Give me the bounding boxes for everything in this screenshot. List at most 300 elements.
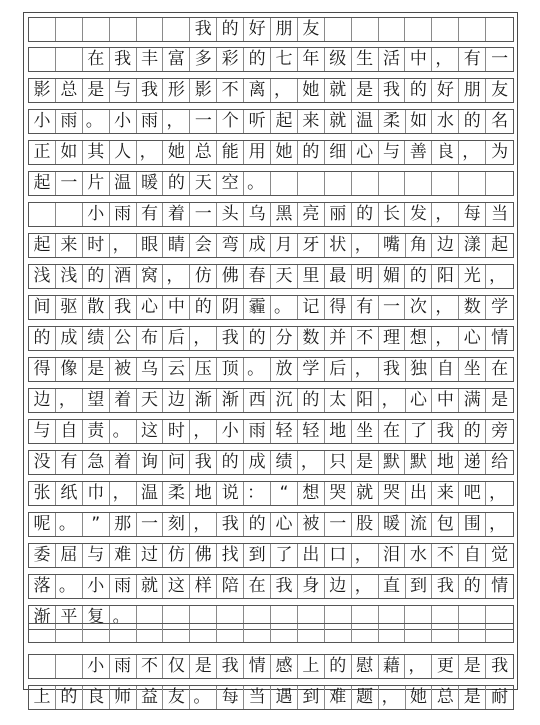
grid-cell: 学 <box>491 297 509 317</box>
grid-cell: 多 <box>190 48 217 71</box>
grid-cell: 丽 <box>325 203 352 226</box>
grid-cell: 时 <box>163 420 190 443</box>
grid-cell <box>379 172 406 195</box>
grid-cell: 水 <box>405 544 432 567</box>
grid-cell: 分 <box>271 327 298 350</box>
grid-cell <box>405 624 432 642</box>
grid-cell: ， <box>352 358 379 381</box>
grid-cell: 离 <box>244 79 271 102</box>
grid-row <box>28 574 514 599</box>
grid-cell: 不 <box>352 327 379 350</box>
grid-cell: 望 <box>83 389 110 412</box>
grid-cell: 天 <box>190 172 217 195</box>
grid-cell: 总 <box>190 141 217 164</box>
grid-cell: 的 <box>83 265 110 288</box>
grid-cell: 的 <box>459 575 486 598</box>
grid-cell: 嘴 <box>379 234 406 257</box>
grid-cell: 。 <box>244 172 271 195</box>
grid-cell: 绩 <box>271 451 298 474</box>
grid-cell: 一 <box>379 296 406 319</box>
grid-cell: 绩 <box>83 327 110 350</box>
grid-cell: 后 <box>325 358 352 381</box>
grid-cell: 旁 <box>491 421 509 441</box>
grid-cell: 边 <box>325 575 352 598</box>
grid-cell: 起 <box>491 235 509 255</box>
grid-row <box>28 17 514 42</box>
grid-cell: 想 <box>298 482 325 505</box>
grid-cell: 哭 <box>379 482 406 505</box>
grid-cell: 成 <box>56 327 83 350</box>
grid-cell: 与 <box>83 544 110 567</box>
grid-row <box>28 78 514 103</box>
grid-cell: 想 <box>405 327 432 350</box>
grid-cell: 正 <box>29 141 56 164</box>
grid-cell <box>405 18 432 41</box>
grid-cell: 刻 <box>163 513 190 536</box>
grid-cell: 起 <box>29 172 56 195</box>
grid-cell: ， <box>432 48 459 71</box>
grid-cell: 头 <box>217 203 244 226</box>
grid-cell: 心 <box>406 389 433 412</box>
grid-cell: 流 <box>406 513 433 536</box>
grid-cell: ， <box>137 141 164 164</box>
grid-cell: 慰 <box>352 655 379 678</box>
grid-cell: 最 <box>325 265 352 288</box>
grid-row <box>28 512 514 537</box>
grid-cell: 。 <box>244 358 271 381</box>
grid-cell <box>163 624 190 642</box>
grid-cell: 得 <box>29 358 56 381</box>
grid-cell: 浅 <box>29 265 56 288</box>
grid-row <box>28 419 514 444</box>
grid-cell: 数 <box>459 296 486 319</box>
grid-cell: 与 <box>110 79 137 102</box>
grid-cell: 独 <box>406 358 433 381</box>
grid-cell: ， <box>379 389 406 412</box>
grid-cell: 小 <box>83 575 110 598</box>
grid-cell: 着 <box>163 203 190 226</box>
grid-cell: 为 <box>491 142 509 162</box>
grid-cell: 天 <box>271 265 298 288</box>
grid-cell: 弯 <box>217 234 244 257</box>
grid-cell: 西 <box>244 389 271 412</box>
grid-cell: 我 <box>110 296 137 319</box>
grid-cell: 我 <box>432 575 459 598</box>
grid-cell: 小 <box>217 420 244 443</box>
grid-cell: 如 <box>406 110 433 133</box>
grid-cell: 来 <box>298 110 325 133</box>
grid-cell: 感 <box>271 655 298 678</box>
grid-cell: 明 <box>352 265 379 288</box>
grid-cell: 巾 <box>83 482 110 505</box>
grid-cell <box>405 172 432 195</box>
grid-cell <box>163 18 190 41</box>
grid-cell: 与 <box>29 420 56 443</box>
grid-cell: 细 <box>325 141 352 164</box>
grid-cell: 来 <box>432 482 459 505</box>
grid-cell: 找 <box>217 544 244 567</box>
grid-cell: 暖 <box>379 513 406 536</box>
grid-cell <box>56 18 83 41</box>
grid-cell: 眼 <box>137 234 164 257</box>
grid-cell: 的 <box>352 203 379 226</box>
grid-cell: ， <box>432 203 459 226</box>
grid-cell: 张 <box>29 482 56 505</box>
grid-cell: 的 <box>298 141 325 164</box>
grid-cell: 她 <box>406 686 433 709</box>
grid-cell: 佛 <box>190 544 217 567</box>
grid-cell: 温 <box>110 172 137 195</box>
grid-cell: 出 <box>298 544 325 567</box>
grid-cell: ， <box>379 686 406 709</box>
grid-cell: 地 <box>432 451 459 474</box>
grid-cell: ， <box>432 327 459 350</box>
grid-cell: 觉 <box>491 545 509 565</box>
grid-cell: 有 <box>459 48 486 71</box>
grid-cell: ， <box>298 451 325 474</box>
grid-cell: 她 <box>298 79 325 102</box>
grid-cell <box>379 624 406 642</box>
grid-cell: 就 <box>325 79 352 102</box>
grid-cell: 并 <box>325 327 352 350</box>
grid-cell: 温 <box>352 110 379 133</box>
grid-cell: 时 <box>83 234 110 257</box>
grid-cell: 心 <box>459 327 486 350</box>
grid-cell: 空 <box>217 172 244 195</box>
grid-cell: 地 <box>190 482 217 505</box>
grid-cell: 是 <box>83 358 110 381</box>
grid-cell <box>298 624 325 642</box>
grid-cell: 被 <box>298 513 325 536</box>
grid-cell: 轻 <box>298 420 325 443</box>
grid-cell: ” <box>83 513 110 536</box>
grid-cell: 包 <box>432 513 459 536</box>
grid-cell: 富 <box>163 48 190 71</box>
grid-cell: 来 <box>56 234 83 257</box>
grid-cell: 听 <box>244 110 271 133</box>
grid-cell: ， <box>352 575 379 598</box>
grid-cell: 满 <box>459 389 486 412</box>
grid-cell: 彩 <box>217 48 244 71</box>
grid-cell: 。 <box>56 575 83 598</box>
grid-cell: ， <box>163 110 190 133</box>
grid-cell: 活 <box>379 48 406 71</box>
grid-cell: 给 <box>491 452 509 472</box>
grid-cell <box>29 655 56 678</box>
grid-cell: 。 <box>110 606 137 629</box>
grid-cell <box>271 624 298 642</box>
grid-cell: 师 <box>110 686 137 709</box>
grid-cell: 我 <box>190 18 217 41</box>
grid-cell: 友 <box>163 686 190 709</box>
grid-cell: 上 <box>298 655 325 678</box>
grid-cell: 题 <box>352 686 379 709</box>
grid-cell <box>432 18 459 41</box>
grid-cell: 有 <box>352 296 379 319</box>
grid-cell: 我 <box>217 513 244 536</box>
grid-cell: 佛 <box>217 265 244 288</box>
grid-cell <box>137 18 164 41</box>
grid-cell: 好 <box>432 79 459 102</box>
grid-cell: 在 <box>83 48 110 71</box>
grid-cell: 雨 <box>137 110 164 133</box>
grid-cell: 。 <box>271 296 298 319</box>
grid-cell: 。 <box>56 513 83 536</box>
grid-row <box>28 481 514 506</box>
grid-cell: 的 <box>405 265 432 288</box>
grid-cell: 就 <box>137 575 164 598</box>
grid-cell: 人 <box>110 141 137 164</box>
grid-cell: 遇 <box>271 686 298 709</box>
grid-cell: 直 <box>379 575 406 598</box>
grid-cell: 是 <box>459 655 486 678</box>
grid-cell: 情 <box>491 576 509 596</box>
grid-cell: 中 <box>405 48 432 71</box>
grid-cell: ， <box>489 266 507 286</box>
grid-cell: 公 <box>110 327 137 350</box>
grid-cell: 后 <box>163 327 190 350</box>
grid-cell: 没 <box>29 451 56 474</box>
grid-cell: 友 <box>491 80 509 100</box>
grid-cell: 复 <box>83 606 110 629</box>
grid-cell: 我 <box>110 48 137 71</box>
grid-cell: 益 <box>137 686 164 709</box>
grid-cell: 媚 <box>379 265 406 288</box>
grid-cell <box>486 172 513 195</box>
grid-cell: 春 <box>244 265 271 288</box>
grid-cell: 影 <box>29 79 56 102</box>
grid-cell: ， <box>110 482 137 505</box>
grid-cell <box>56 655 83 678</box>
grid-cell: 雨 <box>110 203 137 226</box>
grid-cell: 良 <box>432 141 459 164</box>
grid-cell: 善 <box>405 141 432 164</box>
grid-cell: 陪 <box>217 575 244 598</box>
grid-cell: ， <box>432 296 459 319</box>
grid-cell: 着 <box>110 389 137 412</box>
grid-cell: 影 <box>190 79 217 102</box>
grid-cell: 说 <box>217 482 244 505</box>
grid-cell: 询 <box>137 451 164 474</box>
grid-cell: 生 <box>352 48 379 71</box>
grid-cell: 朋 <box>271 18 298 41</box>
grid-cell: 会 <box>190 234 217 257</box>
grid-row <box>28 140 514 165</box>
grid-cell: 总 <box>432 686 459 709</box>
grid-cell <box>29 18 56 41</box>
grid-cell <box>325 172 352 195</box>
grid-cell: 暖 <box>137 172 164 195</box>
grid-cell: 温 <box>137 482 164 505</box>
grid-cell: ， <box>352 234 379 257</box>
grid-row <box>28 654 514 679</box>
grid-cell <box>352 624 379 642</box>
grid-cell: 。 <box>190 686 217 709</box>
grid-cell: 一 <box>325 513 352 536</box>
grid-cell: ， <box>489 514 507 534</box>
grid-cell: 我 <box>271 575 298 598</box>
grid-cell: 泪 <box>379 544 406 567</box>
grid-cell: 着 <box>110 451 137 474</box>
grid-cell: 样 <box>190 575 217 598</box>
grid-cell: 雨 <box>110 575 137 598</box>
grid-cell: ， <box>489 483 507 503</box>
grid-cell: 每 <box>459 203 486 226</box>
grid-row <box>28 685 514 710</box>
grid-cell: 有 <box>137 203 164 226</box>
grid-cell: 渐 <box>29 606 56 629</box>
grid-cell: 一 <box>491 49 509 69</box>
grid-cell <box>83 18 110 41</box>
grid-cell: 级 <box>325 48 352 71</box>
grid-row <box>28 357 514 382</box>
grid-cell: 太 <box>325 389 352 412</box>
grid-cell: 的 <box>217 18 244 41</box>
grid-cell: 的 <box>190 296 217 319</box>
grid-cell: 我 <box>137 79 164 102</box>
grid-cell: 是 <box>459 686 486 709</box>
grid-cell: 落 <box>29 575 56 598</box>
grid-cell: 不 <box>432 544 459 567</box>
grid-cell: 。 <box>110 420 137 443</box>
grid-cell: 责 <box>83 420 110 443</box>
grid-cell: 到 <box>244 544 271 567</box>
grid-cell: 有 <box>56 451 83 474</box>
grid-cell: 只 <box>325 451 352 474</box>
grid-cell <box>29 624 56 642</box>
grid-cell: ， <box>352 544 379 567</box>
grid-cell: 自 <box>459 544 486 567</box>
grid-cell: 阴 <box>217 296 244 319</box>
grid-cell: 乌 <box>244 203 271 226</box>
grid-cell: 这 <box>163 575 190 598</box>
grid-cell: 用 <box>244 141 271 164</box>
grid-cell: 的 <box>459 110 486 133</box>
grid-cell: 中 <box>163 296 190 319</box>
grid-cell: 的 <box>163 172 190 195</box>
grid-cell: 。 <box>83 110 110 133</box>
grid-cell: 她 <box>271 141 298 164</box>
grid-cell <box>29 48 56 71</box>
grid-cell: ， <box>190 513 217 536</box>
grid-cell: ， <box>190 327 217 350</box>
grid-row <box>28 233 514 258</box>
grid-cell: 天 <box>137 389 164 412</box>
grid-cell: 牙 <box>298 234 325 257</box>
grid-cell: 与 <box>379 141 406 164</box>
grid-cell: 的 <box>29 327 56 350</box>
grid-cell: 在 <box>491 359 509 379</box>
grid-cell: 霾 <box>244 296 271 319</box>
grid-cell: 递 <box>459 451 486 474</box>
grid-cell: 我 <box>379 358 406 381</box>
grid-cell: 边 <box>29 389 56 412</box>
grid-cell: 窝 <box>137 265 164 288</box>
grid-cell: 长 <box>379 203 406 226</box>
grid-cell: 形 <box>163 79 190 102</box>
grid-cell: 起 <box>271 110 298 133</box>
grid-row <box>28 543 514 568</box>
grid-cell: 亮 <box>298 203 325 226</box>
grid-cell: 数 <box>298 327 325 350</box>
grid-cell: 小 <box>110 110 137 133</box>
grid-cell: 当 <box>244 686 271 709</box>
grid-cell: ， <box>56 389 83 412</box>
grid-cell: 不 <box>217 79 244 102</box>
grid-cell: 我 <box>379 79 406 102</box>
grid-cell: 一 <box>190 203 217 226</box>
grid-cell: 过 <box>137 544 164 567</box>
grid-cell <box>459 18 486 41</box>
grid-cell: 一 <box>137 513 164 536</box>
grid-cell: 自 <box>432 358 459 381</box>
grid-cell: 好 <box>244 18 271 41</box>
grid-cell: 围 <box>459 513 486 536</box>
grid-cell: 到 <box>298 686 325 709</box>
grid-cell: 呢 <box>29 513 56 536</box>
grid-cell: 难 <box>325 686 352 709</box>
grid-cell: 我 <box>217 655 244 678</box>
grid-cell: ， <box>110 234 137 257</box>
grid-cell: 渐 <box>217 389 244 412</box>
grid-cell <box>110 624 137 642</box>
grid-cell: 坐 <box>459 358 486 381</box>
grid-cell: 名 <box>491 111 509 131</box>
grid-cell: 纸 <box>56 482 83 505</box>
grid-cell: 情 <box>491 328 509 348</box>
grid-row <box>28 109 514 134</box>
grid-cell <box>486 624 513 642</box>
grid-cell <box>29 203 56 226</box>
grid-cell <box>110 18 137 41</box>
grid-cell: 身 <box>298 575 325 598</box>
grid-cell: 七 <box>271 48 298 71</box>
grid-cell <box>56 624 83 642</box>
grid-cell: 黑 <box>271 203 298 226</box>
grid-row <box>28 47 514 72</box>
grid-cell: 雨 <box>110 655 137 678</box>
grid-cell <box>325 624 352 642</box>
grid-cell: 间 <box>29 296 56 319</box>
grid-cell: 是 <box>190 655 217 678</box>
grid-cell: 小 <box>83 655 110 678</box>
grid-cell: 在 <box>244 575 271 598</box>
grid-cell: 柔 <box>379 110 406 133</box>
grid-row <box>28 450 514 475</box>
grid-cell: 成 <box>244 234 271 257</box>
grid-cell <box>352 18 379 41</box>
grid-cell: 漾 <box>459 234 486 257</box>
grid-cell: 雨 <box>244 420 271 443</box>
grid-cell: 中 <box>432 389 459 412</box>
grid-cell: 发 <box>405 203 432 226</box>
grid-cell: 默 <box>379 451 406 474</box>
grid-cell: 难 <box>110 544 137 567</box>
grid-cell: 仅 <box>163 655 190 678</box>
grid-cell: 急 <box>83 451 110 474</box>
grid-cell: 情 <box>244 655 271 678</box>
grid-cell: 到 <box>406 575 433 598</box>
grid-cell: ， <box>190 420 217 443</box>
grid-cell: 仿 <box>163 544 190 567</box>
grid-cell: 哭 <box>325 482 352 505</box>
grid-cell: 了 <box>271 544 298 567</box>
grid-cell: 像 <box>56 358 83 381</box>
grid-cell: 了 <box>406 420 433 443</box>
grid-cell: 每 <box>217 686 244 709</box>
grid-cell: 我 <box>190 451 217 474</box>
grid-cell <box>486 18 513 41</box>
